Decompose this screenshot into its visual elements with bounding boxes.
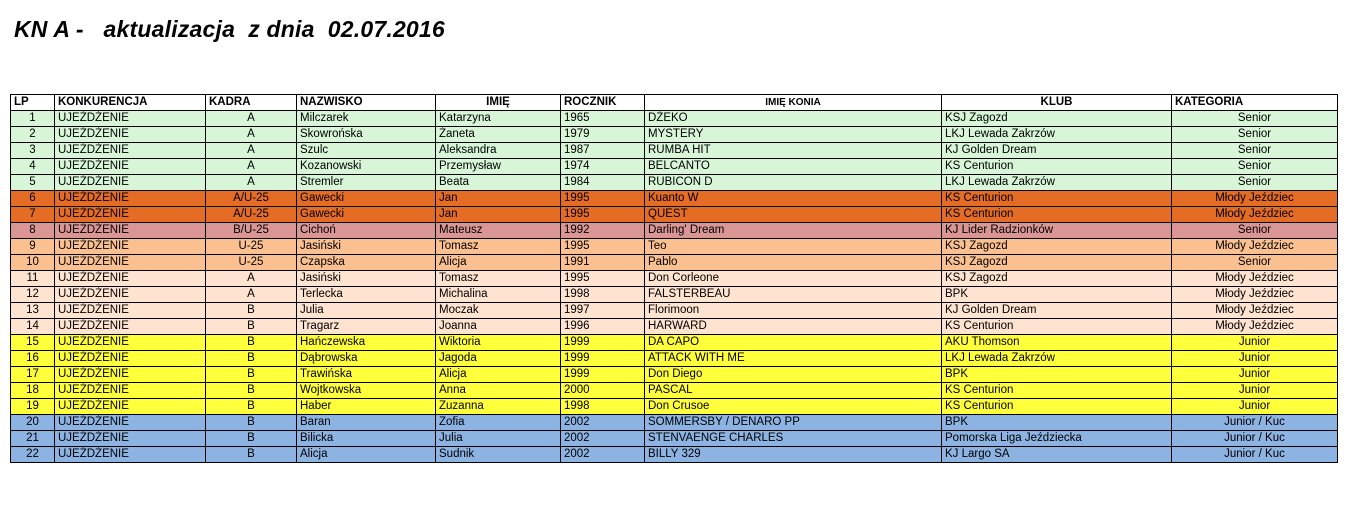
- cell-nazwisko: Trawińska: [297, 367, 436, 383]
- cell-klub: KSJ Zagozd: [942, 271, 1172, 287]
- cell-kategoria: Senior: [1172, 223, 1338, 239]
- cell-rocznik: 2002: [561, 447, 645, 463]
- cell-konkurencja: UJEŻDŻENIE: [55, 351, 206, 367]
- cell-rocznik: 1995: [561, 191, 645, 207]
- cell-nazwisko: Dąbrowska: [297, 351, 436, 367]
- cell-imie-konia: BELCANTO: [645, 159, 942, 175]
- table-row: [11, 351, 1338, 367]
- cell-klub: KJ Golden Dream: [942, 143, 1172, 159]
- cell-imie-konia: Pablo: [645, 255, 942, 271]
- cell-imie-konia: Don Crusoe: [645, 399, 942, 415]
- table-row: [11, 175, 1338, 191]
- cell-imie-konia: DŻEKO: [645, 111, 942, 127]
- cell-rocznik: 1984: [561, 175, 645, 191]
- cell-lp: 19: [11, 399, 55, 415]
- cell-kategoria: Senior: [1172, 255, 1338, 271]
- cell-nazwisko: Cichoń: [297, 223, 436, 239]
- table-row: [11, 399, 1338, 415]
- cell-rocznik: 1979: [561, 127, 645, 143]
- cell-rocznik: 2002: [561, 415, 645, 431]
- cell-lp: 4: [11, 159, 55, 175]
- cell-konkurencja: UJEŻDŻENIE: [55, 111, 206, 127]
- table-row: [11, 223, 1338, 239]
- cell-rocznik: 1995: [561, 239, 645, 255]
- cell-imie: Anna: [436, 383, 561, 399]
- cell-imie: Aleksandra: [436, 143, 561, 159]
- cell-lp: 13: [11, 303, 55, 319]
- cell-kadra: B: [206, 447, 297, 463]
- table-row: [11, 271, 1338, 287]
- cell-kadra: B: [206, 431, 297, 447]
- cell-konkurencja: UJEŻDŻENIE: [55, 415, 206, 431]
- cell-klub: KJ Lider Radzionków: [942, 223, 1172, 239]
- cell-nazwisko: Alicja: [297, 447, 436, 463]
- cell-klub: KS Centurion: [942, 383, 1172, 399]
- cell-lp: 12: [11, 287, 55, 303]
- cell-kategoria: Senior: [1172, 175, 1338, 191]
- cell-lp: 10: [11, 255, 55, 271]
- cell-lp: 22: [11, 447, 55, 463]
- cell-kategoria: Młody Jeździec: [1172, 287, 1338, 303]
- cell-imie: Tomasz: [436, 271, 561, 287]
- table-row: [11, 191, 1338, 207]
- cell-kategoria: Junior: [1172, 367, 1338, 383]
- cell-lp: 18: [11, 383, 55, 399]
- cell-konkurencja: UJEŻDŻENIE: [55, 431, 206, 447]
- cell-kadra: B: [206, 303, 297, 319]
- cell-konkurencja: UJEŻDŻENIE: [55, 223, 206, 239]
- cell-konkurencja: UJEŻDŻENIE: [55, 383, 206, 399]
- cell-rocznik: 1996: [561, 319, 645, 335]
- cell-imie-konia: Don Diego: [645, 367, 942, 383]
- table-row: [11, 287, 1338, 303]
- cell-imie-konia: ATTACK WITH ME: [645, 351, 942, 367]
- cell-konkurencja: UJEŻDŻENIE: [55, 143, 206, 159]
- cell-kadra: B: [206, 335, 297, 351]
- cell-kadra: B: [206, 319, 297, 335]
- cell-imie-konia: STENVAENGE CHARLES: [645, 431, 942, 447]
- table-row: [11, 383, 1338, 399]
- cell-konkurencja: UJEŻDŻENIE: [55, 239, 206, 255]
- cell-lp: 14: [11, 319, 55, 335]
- header-kategoria: KATEGORIA: [1172, 95, 1338, 111]
- cell-lp: 6: [11, 191, 55, 207]
- cell-imie: Jan: [436, 207, 561, 223]
- cell-imie-konia: HARWARD: [645, 319, 942, 335]
- table-row: [11, 415, 1338, 431]
- cell-klub: KS Centurion: [942, 191, 1172, 207]
- cell-lp: 3: [11, 143, 55, 159]
- cell-kadra: B: [206, 351, 297, 367]
- cell-klub: KJ Largo SA: [942, 447, 1172, 463]
- cell-rocznik: 1995: [561, 207, 645, 223]
- cell-nazwisko: Gawecki: [297, 207, 436, 223]
- cell-rocznik: 2000: [561, 383, 645, 399]
- cell-rocznik: 1965: [561, 111, 645, 127]
- cell-rocznik: 1998: [561, 399, 645, 415]
- cell-klub: AKU Thomson: [942, 335, 1172, 351]
- cell-rocznik: 1997: [561, 303, 645, 319]
- cell-imie-konia: QUEST: [645, 207, 942, 223]
- cell-kadra: A: [206, 287, 297, 303]
- cell-klub: KJ Golden Dream: [942, 303, 1172, 319]
- table-row: [11, 431, 1338, 447]
- cell-lp: 15: [11, 335, 55, 351]
- cell-konkurencja: UJEŻDŻENIE: [55, 447, 206, 463]
- cell-imie-konia: Darling' Dream: [645, 223, 942, 239]
- header-kadra: KADRA: [206, 95, 297, 111]
- cell-imie: Mateusz: [436, 223, 561, 239]
- cell-imie: Joanna: [436, 319, 561, 335]
- cell-klub: LKJ Lewada Zakrzów: [942, 127, 1172, 143]
- header-lp: LP: [11, 95, 55, 111]
- cell-rocznik: 1987: [561, 143, 645, 159]
- header-klub: KLUB: [942, 95, 1172, 111]
- cell-imie-konia: DA CAPO: [645, 335, 942, 351]
- cell-klub: KS Centurion: [942, 399, 1172, 415]
- page-title: KN A - aktualizacja z dnia 02.07.2016: [14, 16, 445, 42]
- cell-kategoria: Junior: [1172, 399, 1338, 415]
- cell-imie: Zuzanna: [436, 399, 561, 415]
- cell-kadra: U-25: [206, 255, 297, 271]
- cell-nazwisko: Milczarek: [297, 111, 436, 127]
- cell-kadra: U-25: [206, 239, 297, 255]
- cell-nazwisko: Wojtkowska: [297, 383, 436, 399]
- cell-konkurencja: UJEŻDŻENIE: [55, 271, 206, 287]
- table-row: [11, 319, 1338, 335]
- cell-imie: Żaneta: [436, 127, 561, 143]
- cell-kategoria: Senior: [1172, 159, 1338, 175]
- cell-kadra: A: [206, 175, 297, 191]
- cell-imie: Beata: [436, 175, 561, 191]
- cell-nazwisko: Kozanowski: [297, 159, 436, 175]
- cell-kadra: A: [206, 159, 297, 175]
- cell-kadra: A: [206, 127, 297, 143]
- table-row: [11, 127, 1338, 143]
- cell-klub: KS Centurion: [942, 159, 1172, 175]
- cell-nazwisko: Bilicka: [297, 431, 436, 447]
- table-row: [11, 303, 1338, 319]
- cell-imie: Michalina: [436, 287, 561, 303]
- cell-kategoria: Senior: [1172, 127, 1338, 143]
- cell-imie: Moczak: [436, 303, 561, 319]
- cell-nazwisko: Haber: [297, 399, 436, 415]
- cell-imie: Zofia: [436, 415, 561, 431]
- cell-kategoria: Młody Jeździec: [1172, 303, 1338, 319]
- cell-imie: Alicja: [436, 367, 561, 383]
- cell-konkurencja: UJEŻDŻENIE: [55, 159, 206, 175]
- cell-imie: Wiktoria: [436, 335, 561, 351]
- cell-imie-konia: SOMMERSBY / DENARO PP: [645, 415, 942, 431]
- cell-nazwisko: Terlecka: [297, 287, 436, 303]
- cell-imie: Tomasz: [436, 239, 561, 255]
- cell-kadra: A/U-25: [206, 207, 297, 223]
- header-konkurencja: KONKURENCJA: [55, 95, 206, 111]
- cell-imie-konia: MYSTERY: [645, 127, 942, 143]
- table-row: [11, 111, 1338, 127]
- cell-konkurencja: UJEŻDŻENIE: [55, 207, 206, 223]
- cell-konkurencja: UJEŻDŻENIE: [55, 303, 206, 319]
- cell-imie-konia: RUMBA HIT: [645, 143, 942, 159]
- cell-kadra: A/U-25: [206, 191, 297, 207]
- cell-imie-konia: PASCAL: [645, 383, 942, 399]
- cell-kategoria: Junior / Kuc: [1172, 447, 1338, 463]
- cell-nazwisko: Baran: [297, 415, 436, 431]
- cell-konkurencja: UJEŻDŻENIE: [55, 399, 206, 415]
- cell-nazwisko: Jasiński: [297, 271, 436, 287]
- cell-rocznik: 1992: [561, 223, 645, 239]
- roster-body: [11, 111, 1338, 463]
- table-row: [11, 239, 1338, 255]
- cell-konkurencja: UJEŻDŻENIE: [55, 191, 206, 207]
- cell-nazwisko: Julia: [297, 303, 436, 319]
- cell-imie-konia: RUBICON D: [645, 175, 942, 191]
- table-row: [11, 335, 1338, 351]
- cell-lp: 7: [11, 207, 55, 223]
- cell-rocznik: 1998: [561, 287, 645, 303]
- cell-klub: Pomorska Liga Jeździecka: [942, 431, 1172, 447]
- cell-imie-konia: BILLY 329: [645, 447, 942, 463]
- cell-klub: LKJ Lewada Zakrzów: [942, 351, 1172, 367]
- cell-kategoria: Młody Jeździec: [1172, 319, 1338, 335]
- cell-kadra: B: [206, 383, 297, 399]
- cell-lp: 2: [11, 127, 55, 143]
- cell-kategoria: Junior: [1172, 351, 1338, 367]
- cell-lp: 1: [11, 111, 55, 127]
- cell-kategoria: Senior: [1172, 111, 1338, 127]
- cell-klub: BPK: [942, 287, 1172, 303]
- cell-klub: BPK: [942, 367, 1172, 383]
- cell-konkurencja: UJEŻDŻENIE: [55, 255, 206, 271]
- cell-nazwisko: Tragarz: [297, 319, 436, 335]
- table-row: [11, 255, 1338, 271]
- table-row: [11, 207, 1338, 223]
- cell-konkurencja: UJEŻDŻENIE: [55, 367, 206, 383]
- table-row: [11, 367, 1338, 383]
- header-row: [11, 95, 1338, 111]
- cell-konkurencja: UJEŻDŻENIE: [55, 335, 206, 351]
- cell-lp: 21: [11, 431, 55, 447]
- cell-nazwisko: Hańczewska: [297, 335, 436, 351]
- cell-nazwisko: Skowrońska: [297, 127, 436, 143]
- cell-rocznik: 1974: [561, 159, 645, 175]
- cell-nazwisko: Stremler: [297, 175, 436, 191]
- cell-kadra: A: [206, 111, 297, 127]
- cell-kadra: B: [206, 367, 297, 383]
- cell-imie-konia: Don Corleone: [645, 271, 942, 287]
- cell-kategoria: Junior / Kuc: [1172, 431, 1338, 447]
- cell-lp: 17: [11, 367, 55, 383]
- cell-lp: 16: [11, 351, 55, 367]
- cell-imie: Jagoda: [436, 351, 561, 367]
- cell-imie-konia: FALSTERBEAU: [645, 287, 942, 303]
- cell-kategoria: Senior: [1172, 143, 1338, 159]
- cell-konkurencja: UJEŻDŻENIE: [55, 319, 206, 335]
- cell-kategoria: Junior: [1172, 335, 1338, 351]
- cell-rocznik: 1999: [561, 335, 645, 351]
- cell-imie-konia: Kuanto W: [645, 191, 942, 207]
- cell-lp: 11: [11, 271, 55, 287]
- cell-rocznik: 2002: [561, 431, 645, 447]
- cell-imie: Julia: [436, 431, 561, 447]
- header-imie-konia: IMIĘ KONIA: [645, 95, 942, 111]
- cell-imie-konia: Teo: [645, 239, 942, 255]
- cell-nazwisko: Jasiński: [297, 239, 436, 255]
- cell-kategoria: Junior / Kuc: [1172, 415, 1338, 431]
- roster-table: [10, 94, 1338, 463]
- table-row: [11, 447, 1338, 463]
- cell-kadra: B: [206, 415, 297, 431]
- cell-konkurencja: UJEŻDŻENIE: [55, 127, 206, 143]
- cell-kategoria: Młody Jeździec: [1172, 271, 1338, 287]
- cell-klub: LKJ Lewada Zakrzów: [942, 175, 1172, 191]
- header-rocznik: ROCZNIK: [561, 95, 645, 111]
- cell-imie: Alicja: [436, 255, 561, 271]
- cell-rocznik: 1999: [561, 351, 645, 367]
- cell-rocznik: 1999: [561, 367, 645, 383]
- cell-lp: 8: [11, 223, 55, 239]
- cell-kategoria: Junior: [1172, 383, 1338, 399]
- cell-klub: KSJ Zagozd: [942, 239, 1172, 255]
- cell-kadra: A: [206, 143, 297, 159]
- cell-nazwisko: Czapska: [297, 255, 436, 271]
- cell-nazwisko: Szulc: [297, 143, 436, 159]
- header-nazwisko: NAZWISKO: [297, 95, 436, 111]
- cell-lp: 9: [11, 239, 55, 255]
- cell-klub: KSJ Zagozd: [942, 255, 1172, 271]
- cell-kadra: A: [206, 271, 297, 287]
- cell-kategoria: Młody Jeździec: [1172, 207, 1338, 223]
- cell-konkurencja: UJEŻDŻENIE: [55, 287, 206, 303]
- cell-kadra: B: [206, 399, 297, 415]
- cell-imie: Jan: [436, 191, 561, 207]
- cell-imie: Przemysław: [436, 159, 561, 175]
- cell-lp: 20: [11, 415, 55, 431]
- cell-nazwisko: Gawecki: [297, 191, 436, 207]
- cell-imie: Sudnik: [436, 447, 561, 463]
- cell-lp: 5: [11, 175, 55, 191]
- table-row: [11, 159, 1338, 175]
- cell-imie-konia: Florimoon: [645, 303, 942, 319]
- cell-klub: KS Centurion: [942, 319, 1172, 335]
- cell-kategoria: Młody Jeździec: [1172, 239, 1338, 255]
- cell-imie: Katarzyna: [436, 111, 561, 127]
- cell-klub: KS Centurion: [942, 207, 1172, 223]
- cell-klub: KSJ Zagozd: [942, 111, 1172, 127]
- table-row: [11, 143, 1338, 159]
- cell-rocznik: 1995: [561, 271, 645, 287]
- cell-rocznik: 1991: [561, 255, 645, 271]
- cell-konkurencja: UJEŻDŻENIE: [55, 175, 206, 191]
- cell-kadra: B/U-25: [206, 223, 297, 239]
- header-imie: IMIĘ: [436, 95, 561, 111]
- cell-kategoria: Młody Jeździec: [1172, 191, 1338, 207]
- cell-klub: BPK: [942, 415, 1172, 431]
